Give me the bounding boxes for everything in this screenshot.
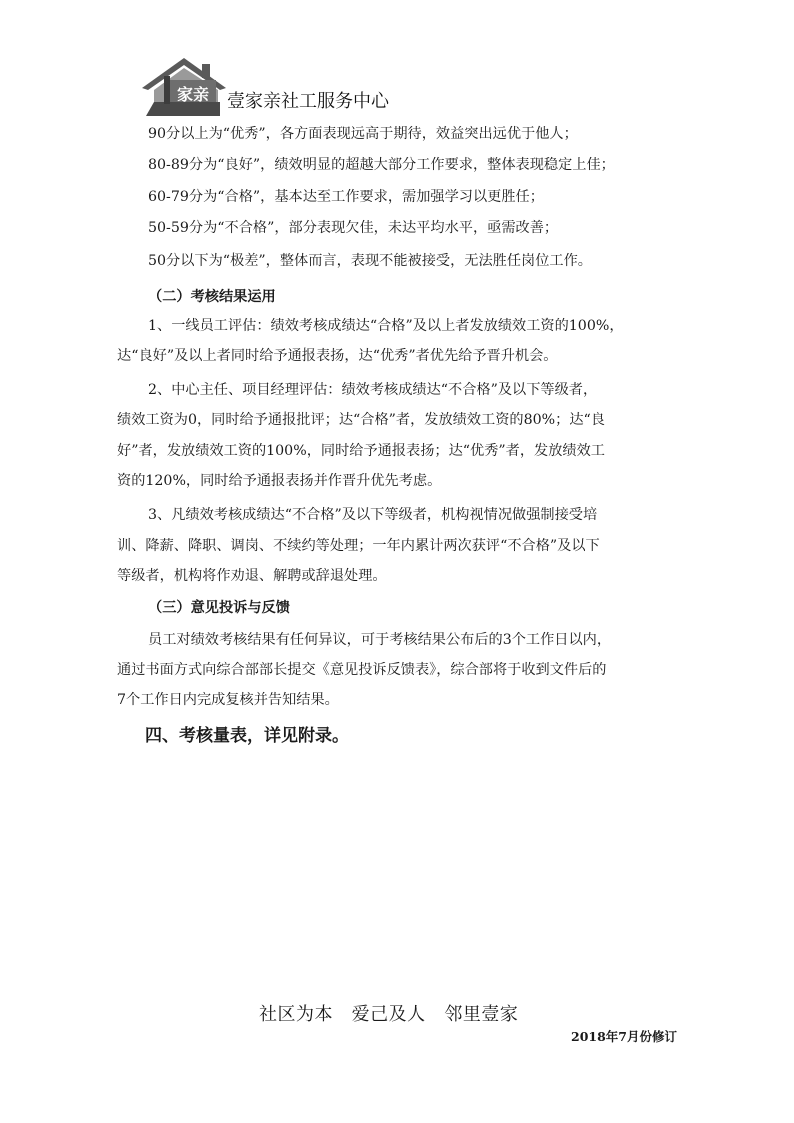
paragraph-line: 资的120%，同时给予通报表扬并作晋升优先考虑。 <box>117 473 442 489</box>
grade-line: 60-79分为“合格”，基本达至工作要求，需加强学习以更胜任； <box>148 189 544 205</box>
section-heading-feedback: （三）意见投诉与反馈 <box>148 600 290 616</box>
logo-text: 家亲 <box>177 85 210 104</box>
grade-line: 90分以上为“优秀”，各方面表现远高于期待，效益突出远优于他人； <box>148 126 578 142</box>
paragraph-line: 训、降薪、降职、调岗、不续约等处理；一年内累计两次获评“不合格”及以下 <box>117 538 600 554</box>
paragraph-line: 员工对绩效考核结果有任何异议，可于考核结果公布后的3个工作日以内， <box>148 632 612 648</box>
grade-line: 50-59分为“不合格”，部分表现欠佳，未达平均水平，亟需改善； <box>148 220 559 236</box>
revision-date: 2018年7月份修订 <box>571 1029 677 1044</box>
house-logo-icon <box>140 56 226 116</box>
paragraph-line: 7个工作日内完成复核并告知结果。 <box>117 692 339 708</box>
footer-motto: 社区为本 爱己及人 邻里壹家 <box>259 1004 519 1025</box>
paragraph-line: 好”者，发放绩效工资的100%，同时给予通报表扬；达“优秀”者，发放绩效工 <box>117 443 605 459</box>
section-heading-results-usage: （二）考核结果运用 <box>148 289 276 305</box>
section-heading-assessment-scale: 四、考核量表，详见附录。 <box>145 726 349 746</box>
grade-line: 80-89分为“良好”，绩效明显的超越大部分工作要求，整体表现稳定上佳； <box>148 157 615 173</box>
document-header <box>140 56 440 116</box>
paragraph-line: 通过书面方式向综合部部长提交《意见投诉反馈表》，综合部将于收到文件后的 <box>117 662 607 678</box>
paragraph-line: 3、凡绩效考核成绩达“不合格”及以下等级者，机构视情况做强制接受培 <box>148 507 598 523</box>
paragraph-line: 达“良好”及以上者同时给予通报表扬，达“优秀”者优先给予晋升机会。 <box>117 348 558 364</box>
paragraph-line: 1、一线员工评估：绩效考核成绩达“合格”及以上者发放绩效工资的100%， <box>148 318 624 334</box>
paragraph-line: 等级者，机构将作劝退、解聘或辞退处理。 <box>117 568 387 584</box>
grade-line: 50分以下为“极差”，整体而言，表现不能被接受，无法胜任岗位工作。 <box>148 253 592 269</box>
organization-name: 壹家亲社工服务中心 <box>227 91 389 112</box>
paragraph-line: 绩效工资为0，同时给予通报批评；达“合格”者，发放绩效工资的80%；达“良 <box>117 412 605 428</box>
paragraph-line: 2、中心主任、项目经理评估：绩效考核成绩达“不合格”及以下等级者， <box>148 382 598 398</box>
